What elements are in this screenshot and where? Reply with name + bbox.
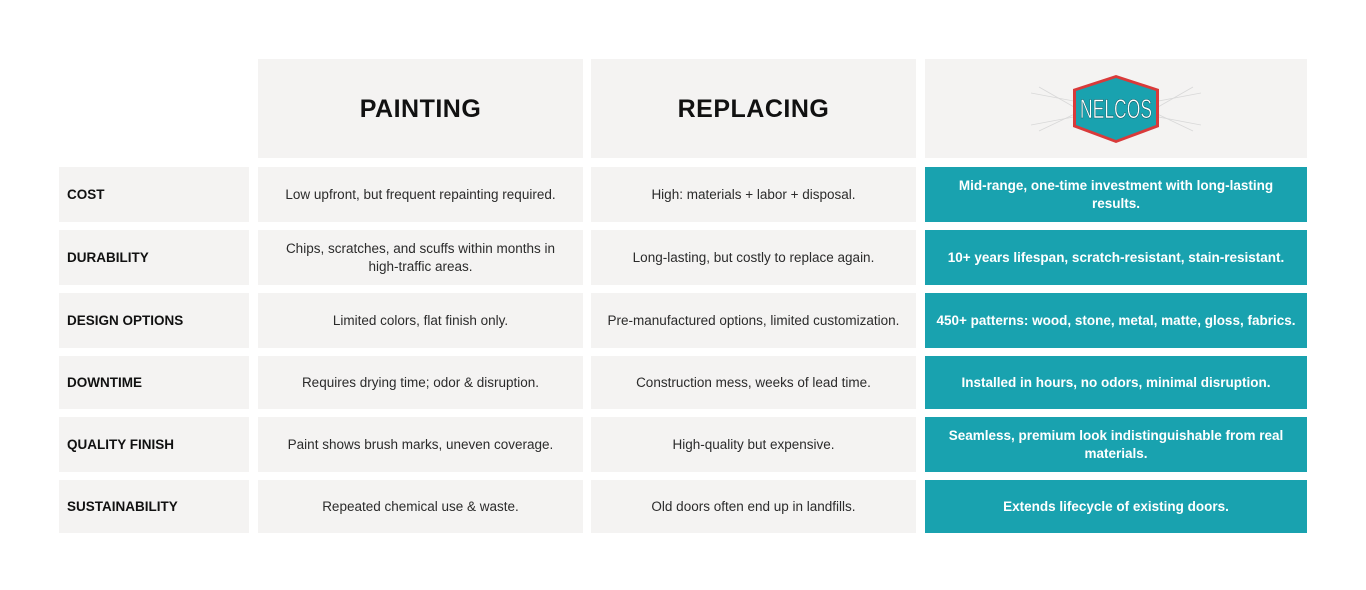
header-nelcos-logo-cell (925, 59, 1307, 158)
row-label-cost: COST (59, 167, 249, 222)
painting-quality-finish: Paint shows brush marks, uneven coverage. (258, 417, 583, 472)
row-label-sustainability: SUSTAINABILITY (59, 480, 249, 533)
header-painting: PAINTING (258, 59, 583, 158)
row-label-quality-finish: QUALITY FINISH (59, 417, 249, 472)
header-replacing: REPLACING (591, 59, 916, 158)
replacing-sustainability: Old doors often end up in landfills. (591, 480, 916, 533)
replacing-quality-finish: High-quality but expensive. (591, 417, 916, 472)
row-label-durability: DURABILITY (59, 230, 249, 285)
painting-cost: Low upfront, but frequent repainting required. (258, 167, 583, 222)
row-label-downtime: DOWNTIME (59, 356, 249, 409)
replacing-downtime: Construction mess, weeks of lead time. (591, 356, 916, 409)
nelcos-sustainability: Extends lifecycle of existing doors. (925, 480, 1307, 533)
painting-design-options: Limited colors, flat finish only. (258, 293, 583, 348)
painting-downtime: Requires drying time; odor & disruption. (258, 356, 583, 409)
nelcos-cost: Mid-range, one-time investment with long-lasting results. (925, 167, 1307, 222)
painting-sustainability: Repeated chemical use & waste. (258, 480, 583, 533)
nelcos-design-options: 450+ patterns: wood, stone, metal, matte, gloss, fabrics. (925, 293, 1307, 348)
nelcos-logo-text: NELCOS (1080, 93, 1152, 124)
row-label-design-options: DESIGN OPTIONS (59, 293, 249, 348)
painting-durability: Chips, scratches, and scuffs within months in high-traffic areas. (258, 230, 583, 285)
nelcos-quality-finish: Seamless, premium look indistinguishable from real materials. (925, 417, 1307, 472)
nelcos-downtime: Installed in hours, no odors, minimal disruption. (925, 356, 1307, 409)
nelcos-logo (1031, 71, 1201, 147)
replacing-design-options: Pre-manufactured options, limited customization. (591, 293, 916, 348)
replacing-durability: Long-lasting, but costly to replace again. (591, 230, 916, 285)
nelcos-durability: 10+ years lifespan, scratch-resistant, stain-resistant. (925, 230, 1307, 285)
replacing-cost: High: materials + labor + disposal. (591, 167, 916, 222)
